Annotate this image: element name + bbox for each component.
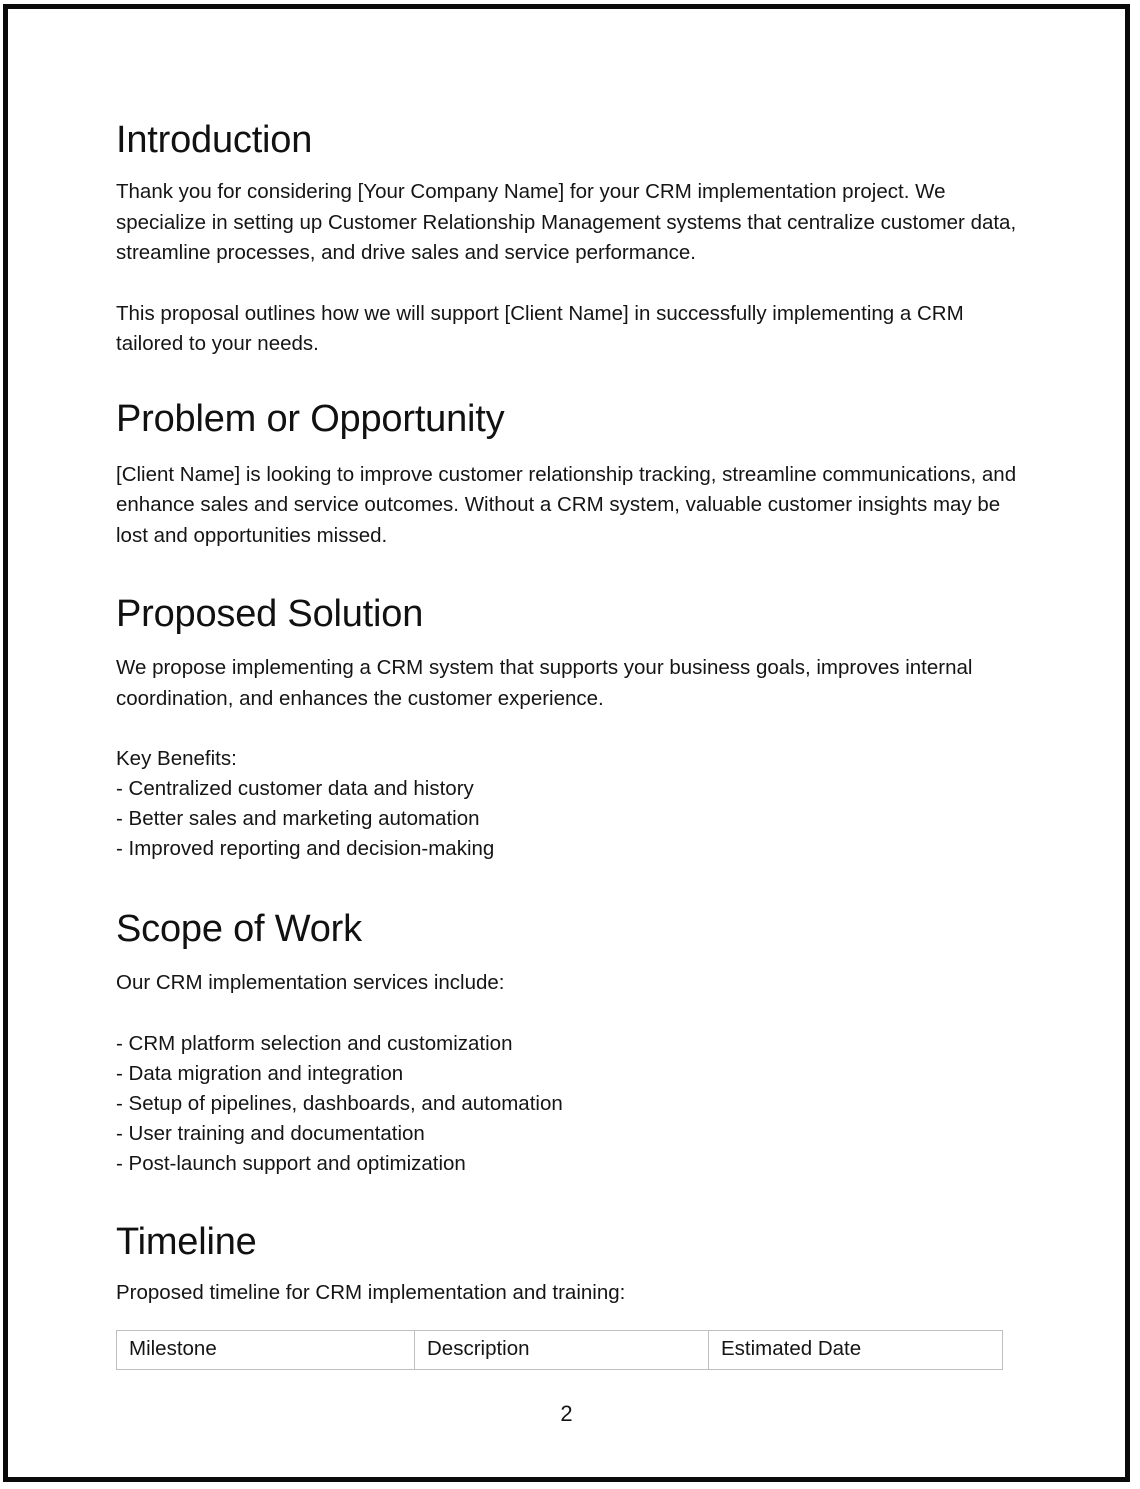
section-introduction (116, 117, 1031, 360)
scope-of-work-list (116, 1029, 1031, 1179)
key-benefits-list (116, 744, 1031, 864)
proposed-solution-paragraph-1: We propose implementing a CRM system that supports your business goals, improves internal coordination, and enhances the customer experience. (116, 656, 973, 710)
list-item: - User training and documentation (116, 1121, 425, 1145)
page-title: Introduction (116, 119, 313, 161)
problem-paragraph-1: [Client Name] is looking to improve customer relationship tracking, streamline communications, and enhance sales and service outcomes. Without a CRM system, valuable customer insights may be lost and opportunities missed. (116, 462, 1017, 547)
column-header-description: Description (415, 1331, 709, 1370)
page-number: 2 (560, 1401, 573, 1426)
scope-of-work-paragraph-1: Our CRM implementation services include: (116, 971, 505, 994)
section-proposed-solution (116, 591, 1031, 864)
list-item: - Improved reporting and decision-making (116, 837, 495, 860)
list-item: - Better sales and marketing automation (116, 807, 480, 830)
column-header-estimated-date: Estimated Date (709, 1331, 1003, 1370)
table-header-row (117, 1331, 1003, 1370)
heading-problem-or-opportunity: Problem or Opportunity (116, 397, 505, 440)
column-header-milestone: Milestone (117, 1331, 415, 1370)
list-item: - Centralized customer data and history (116, 777, 474, 800)
heading-timeline: Timeline (116, 1220, 257, 1263)
introduction-paragraph-1: Thank you for considering [Your Company Name] for your CRM implementation project. We specialize in setting up Customer Relationship Management systems that centralize customer data, streamline processes, and drive sales and service performance. (116, 180, 1017, 264)
heading-proposed-solution: Proposed Solution (116, 593, 424, 635)
introduction-paragraph-2: This proposal outlines how we will support [Client Name] in successfully implementing a CRM tailored to your needs. (116, 301, 964, 355)
list-item: - CRM platform selection and customization (116, 1031, 513, 1055)
list-item: - Post-launch support and optimization (116, 1151, 466, 1175)
list-item: - Setup of pipelines, dashboards, and automation (116, 1091, 563, 1115)
heading-scope-of-work: Scope of Work (116, 908, 362, 950)
document-body (116, 117, 1031, 1370)
section-scope-of-work (116, 906, 1031, 1179)
section-timeline (116, 1219, 1031, 1371)
key-benefits-label: Key Benefits: (116, 747, 237, 770)
timeline-table (116, 1330, 1003, 1370)
list-item: - Data migration and integration (116, 1061, 404, 1085)
section-problem-or-opportunity (116, 396, 1031, 552)
page-frame (3, 4, 1130, 1482)
timeline-paragraph-1: Proposed timeline for CRM implementation and training: (116, 1280, 626, 1304)
